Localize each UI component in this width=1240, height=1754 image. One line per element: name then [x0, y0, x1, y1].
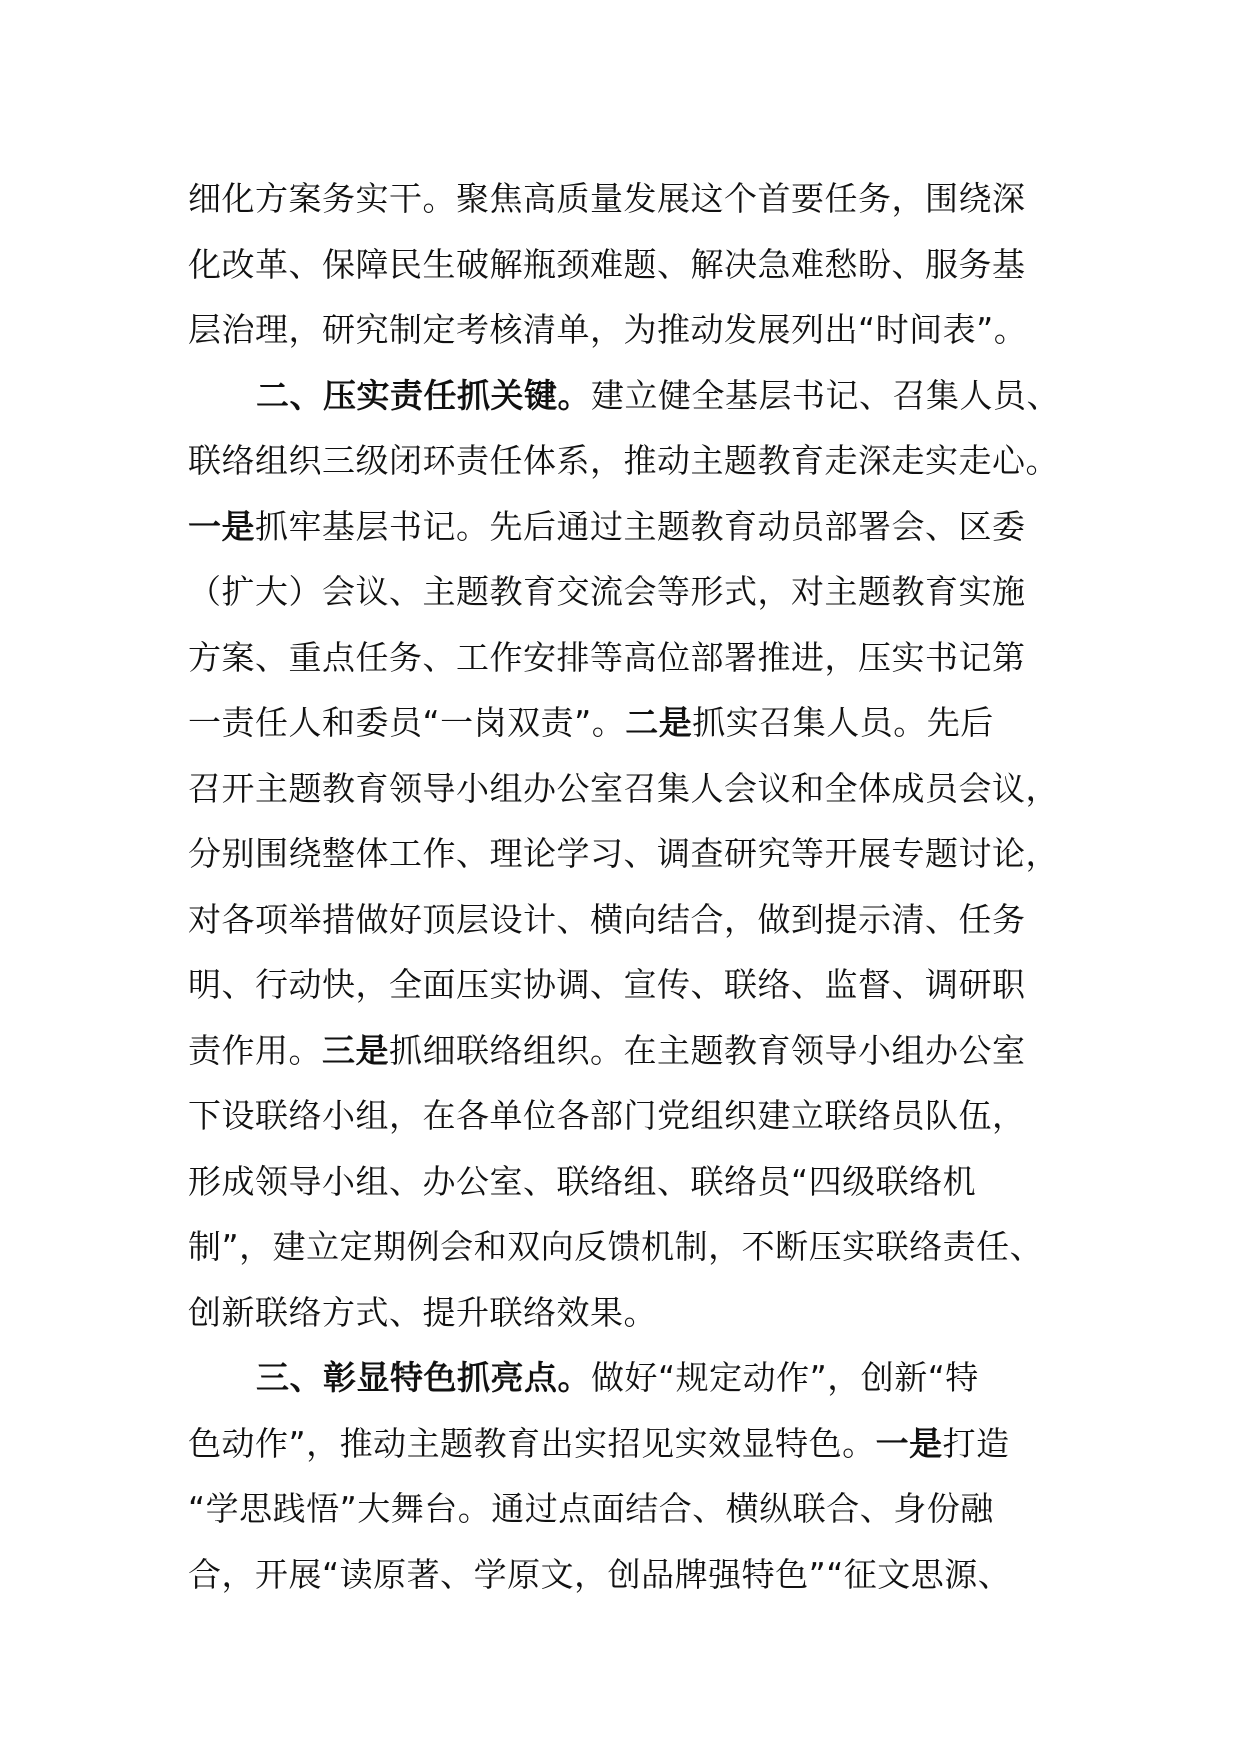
text-line [188, 952, 1068, 1018]
text-segment: 明、行动快，全面压实协调、宣传、联络、监督、调研职 [188, 965, 1026, 1004]
text-segment: “学思践悟”大舞台。通过点面结合、横纵联合、身份融 [188, 1489, 994, 1528]
text-line [188, 1476, 1068, 1542]
bold-text-segment: 三、彰显特色抓亮点。 [256, 1358, 591, 1397]
text-line [188, 1280, 1068, 1346]
bold-text-segment: 二、压实责任抓关键。 [256, 375, 591, 415]
text-line [188, 1083, 1068, 1149]
text-line [188, 166, 1068, 232]
text-segment: 方案、重点任务、工作安排等高位部署推进，压实书记第 [188, 637, 1026, 677]
text-line [188, 1149, 1068, 1215]
document-body [188, 166, 1068, 1607]
text-segment: 色动作”，推动主题教育出实招见实效显特色。 [188, 1423, 876, 1463]
text-segment: 抓细联络组织。在主题教育领导小组办公室 [389, 1030, 1026, 1070]
text-segment: 分别围绕整体工作、理论学习、调查研究等开展专题讨论， [188, 834, 1059, 873]
text-line [188, 1214, 1068, 1280]
bold-text-segment: 三是 [322, 1030, 389, 1070]
text-segment: （扩大）会议、主题教育交流会等形式，对主题教育实施 [188, 572, 1026, 611]
text-segment: 抓实召集人员。先后 [692, 703, 994, 742]
text-line [188, 1411, 1068, 1477]
text-line [188, 1345, 1068, 1411]
text-line [188, 1542, 1068, 1608]
bold-text-segment: 一是 [188, 506, 255, 546]
text-line [188, 232, 1068, 298]
text-segment: 创新联络方式、提升联络效果。 [188, 1292, 657, 1332]
text-segment: 制”，建立定期例会和双向反馈机制，不断压实联络责任、 [188, 1227, 1044, 1266]
text-segment: 召开主题教育领导小组办公室召集人会议和全体成员会议， [188, 768, 1059, 808]
bold-text-segment: 一是 [875, 1423, 943, 1463]
text-line [188, 887, 1068, 953]
text-segment: 责作用。 [188, 1030, 322, 1070]
text-line [188, 690, 1068, 756]
text-segment: 做好“规定动作”，创新“特 [591, 1358, 979, 1397]
text-line [188, 428, 1068, 494]
text-segment: 合，开展“读原著、学原文，创品牌强特色”“征文思源、 [188, 1554, 1012, 1594]
text-segment: 抓牢基层书记。先后通过主题教育动员部署会、区委 [255, 506, 1026, 546]
text-line [188, 821, 1068, 887]
text-segment: 形成领导小组、办公室、联络组、联络员“四级联络机 [188, 1161, 977, 1201]
text-line [188, 559, 1068, 625]
text-segment: 细化方案务实干。聚焦高质量发展这个首要任务，围绕深 [188, 179, 1026, 218]
text-segment: 对各项举措做好顶层设计、横向结合，做到提示清、任务 [188, 899, 1026, 939]
text-segment: 一责任人和委员“一岗双责”。 [188, 703, 626, 742]
text-segment: 下设联络小组，在各单位各部门党组织建立联络员队伍， [188, 1096, 1026, 1135]
text-line [188, 297, 1068, 363]
text-segment: 联络组织三级闭环责任体系，推动主题教育走深走实走心。 [188, 441, 1059, 480]
text-segment: 化改革、保障民生破解瓶颈难题、解决急难愁盼、服务基 [188, 244, 1026, 284]
bold-text-segment: 二是 [625, 703, 693, 742]
text-segment: 打造 [942, 1423, 1010, 1463]
text-line [188, 494, 1068, 560]
text-line [188, 1018, 1068, 1084]
text-line [188, 756, 1068, 822]
text-line [188, 625, 1068, 691]
text-segment: 层治理，研究制定考核清单，为推动发展列出“时间表”。 [188, 310, 1028, 349]
text-line [188, 363, 1068, 429]
text-segment: 建立健全基层书记、召集人员、 [591, 375, 1060, 415]
